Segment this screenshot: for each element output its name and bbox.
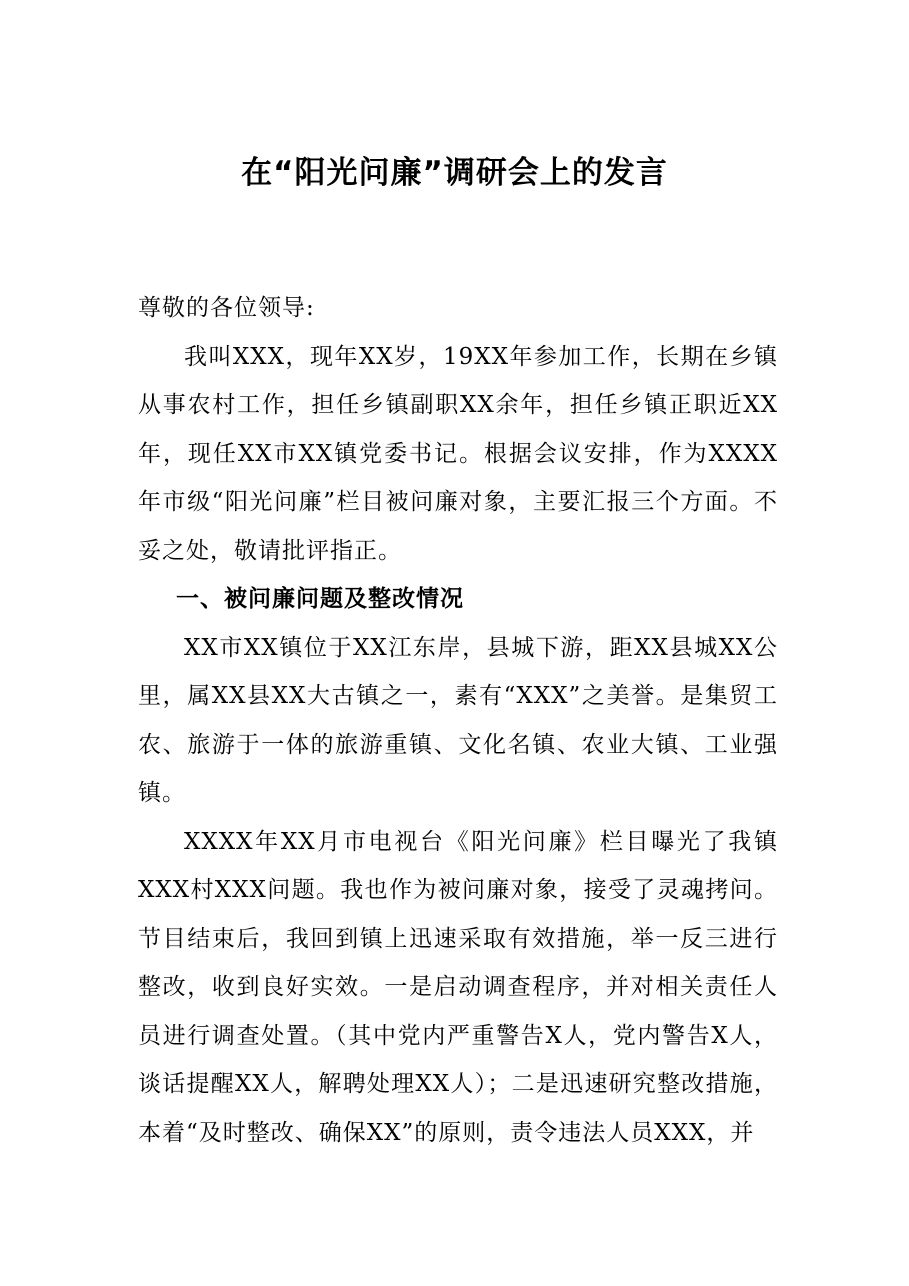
section-heading: 一、被问廉问题及整改情况 — [176, 586, 464, 612]
document-title: 在“阳光问廉”调研会上的发言 — [241, 155, 668, 191]
section-paragraph: XXXX年XX月市电视台《阳光问廉》栏目曝光了我镇XXX村XXX问题。我也作为被问廉对象，接受了灵魂拷问。节目结束后，我回到镇上迅速采取有效措施，举一反三进行整改，收到良好实效。一是启动调查程序，并对相关责任人员进行调查处置。（其中党内严重警告X人，党内警告X人，谈话提醒XX人，解聘处理XX人）；二是迅速研究整改措施，本着“及时整改、确保XX”的原则，责令违法人员XXX，并 — [138, 828, 778, 1146]
intro-paragraph: 我叫XXX，现年XX岁，19XX年参加工作，长期在乡镇从事农村工作，担任乡镇副职XX余年，担任乡镇正职近XX年，现任XX市XX镇党委书记。根据会议安排，作为XXXX年市级“阳光问廉”栏目被问廉对象，主要汇报三个方面。不妥之处，敬请批评指正。 — [138, 343, 778, 564]
section-paragraph: XX市XX镇位于XX江东岸，县城下游，距XX县城XX公里，属XX县XX大古镇之一，素有“XXX”之美誉。是集贸工农、旅游于一体的旅游重镇、文化名镇、农业大镇、工业强镇。 — [138, 634, 778, 806]
salutation: 尊敬的各位领导: — [138, 295, 315, 321]
document-body — [138, 284, 778, 1157]
